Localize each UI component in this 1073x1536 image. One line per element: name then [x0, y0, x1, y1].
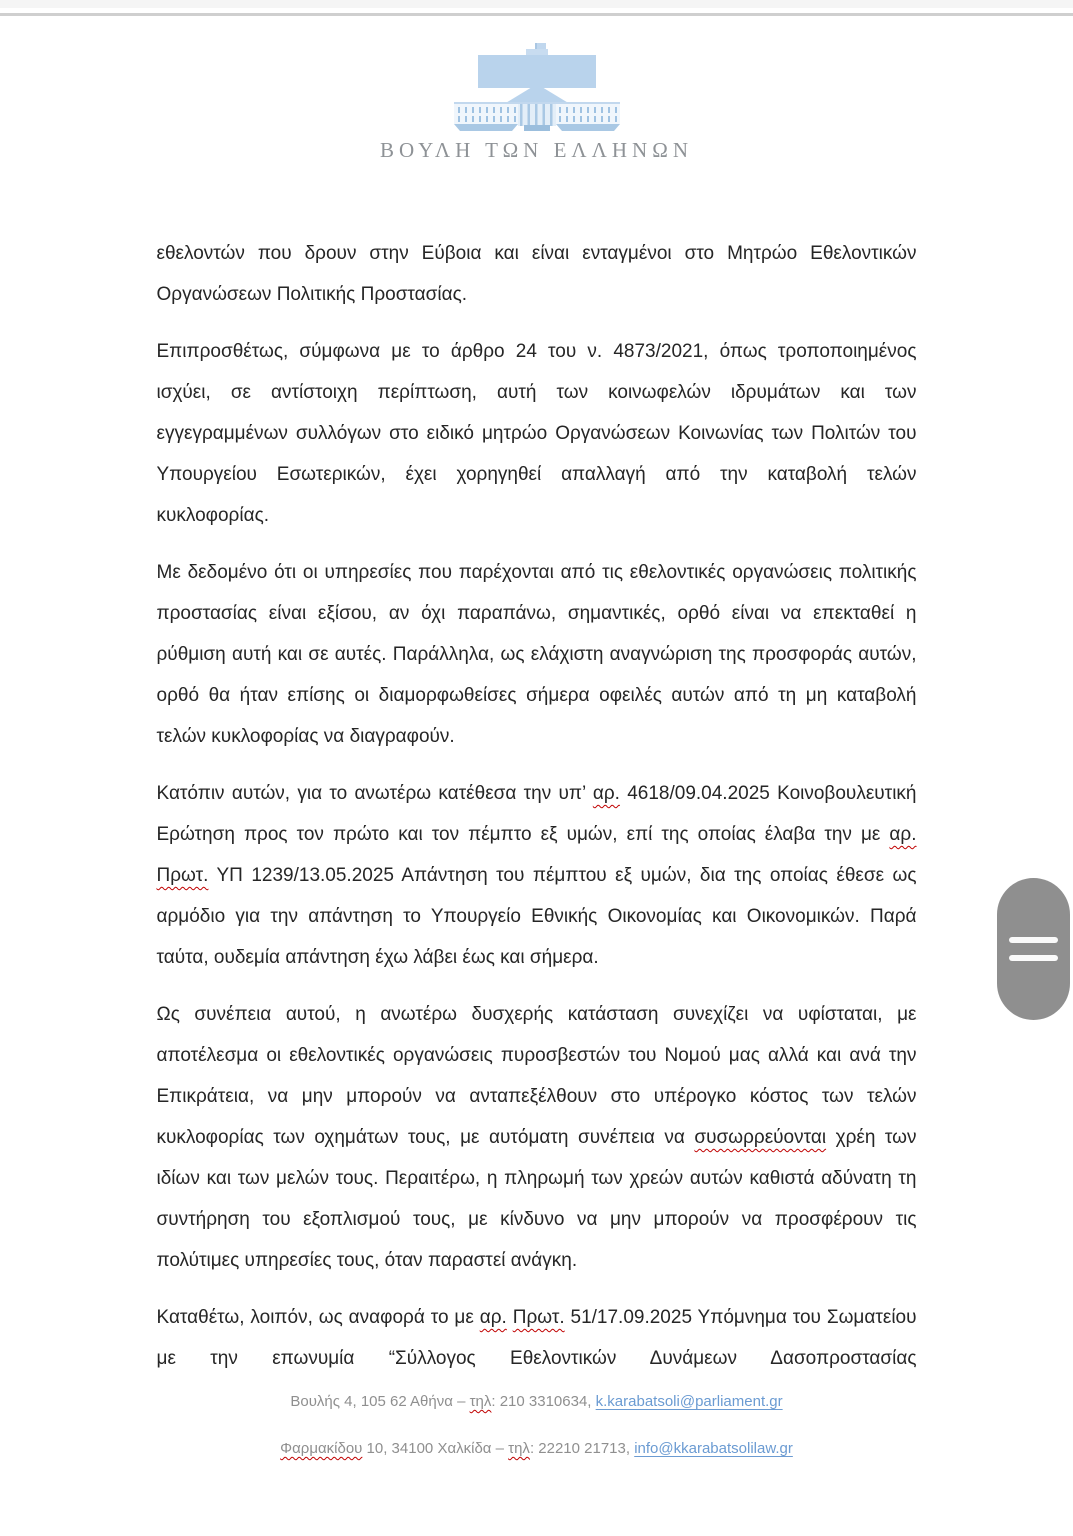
paragraph	[157, 233, 917, 315]
text-run: 10, 34100 Χαλκίδα –	[362, 1440, 509, 1457]
text-run: 51/17.09.2025 Υπόμνημα του Σωματείου με την επωνυμία “Σύλλογος Εθελοντικών Δυνάμεων Δασοπροστασίας	[156, 1307, 917, 1369]
text-run: Κατόπιν αυτών, για το ανωτέρω κατέθεσα την υπ’	[156, 783, 593, 804]
misspelled-word: τηλ	[469, 1393, 492, 1410]
footer-line	[0, 1425, 1073, 1472]
paragraph	[157, 994, 917, 1281]
page-footer	[0, 1378, 1073, 1472]
paragraph	[157, 1297, 917, 1379]
text-run: εθελοντών που δρουν στην Εύβοια και είναι ενταγμένοι στο Μητρώο Εθελοντικών Οργανώσεων Πολιτικής Προστασίας.	[156, 243, 917, 305]
paragraph	[157, 552, 917, 757]
misspelled-word: αρ.	[889, 824, 917, 845]
drag-handle-bar-icon	[1009, 937, 1058, 943]
misspelled-word: συσωρρεύονται	[694, 1127, 827, 1148]
misspelled-word: αρ.	[479, 1307, 507, 1328]
text-run: Βουλής 4, 105 62 Αθήνα –	[290, 1393, 470, 1410]
parliament-logo	[0, 42, 1073, 163]
text-run: Ως συνέπεια αυτού, η ανωτέρω δυσχερής κατάσταση συνεχίζει να υφίσταται, με αποτέλεσμα οι εθελοντικές οργανώσεις πυροσβεστών του Νομού μας αλλά και ανά την Επικράτεια, να μην μπορούν να ανταπεξέλθουν στο υπέρογκο κόστος των τελών κυκλοφορίας των οχημάτων τους, με αυτόματη συνέπεια να	[156, 1004, 917, 1148]
paragraph	[157, 331, 917, 536]
paragraph	[157, 773, 917, 978]
text-run: : 22210 21713,	[529, 1440, 635, 1457]
email-link[interactable]: info@kkarabatsolilaw.gr	[634, 1440, 793, 1457]
page-top-edge-line	[0, 13, 1073, 16]
app-top-strip	[0, 0, 1073, 8]
text-run: Με δεδομένο ότι οι υπηρεσίες που παρέχονται από τις εθελοντικές οργανώσεις πολιτικής προστασίας είναι εξίσου, αν όχι παραπάνω, σημαντικές, ορθό είναι να επεκταθεί η ρύθμιση αυτή και σε αυτές. Παράλληλα, ως ελάχιστη αναγνώριση της προσφοράς αυτών, ορθό θα ήταν επίσης οι διαμορφωθείσες σήμερα οφειλές αυτών από τη μη καταβολή τελών κυκλοφορίας να διαγραφούν.	[156, 562, 917, 747]
document-body	[157, 233, 917, 1379]
footer-line	[0, 1378, 1073, 1425]
drag-handle-bar-icon	[1009, 955, 1058, 961]
text-run: Καταθέτω, λοιπόν, ως αναφορά το με	[156, 1307, 480, 1328]
text-run: ΥΠ 1239/13.05.2025 Απάντηση του πέμπτου εξ υμών, δια της οποίας έθεσε ως αρμόδιο για την απάντηση το Υπουργείο Εθνικής Οικονομίας και Οικονομικών. Παρά ταύτα, ουδεμία απάντηση έχω λάβει έως και σήμερα.	[156, 865, 917, 968]
misspelled-word: τηλ	[508, 1440, 530, 1457]
misspelled-word: Πρωτ.	[156, 865, 209, 886]
misspelled-word: Φαρμακίδου	[280, 1440, 363, 1457]
scroll-handle[interactable]	[997, 878, 1070, 1020]
text-run: 4618/09.04.2025 Κοινοβουλευτική Ερώτηση προς τον πρώτο και τον πέμπτο εξ υμών, επί της οποίας έλαβα την με	[156, 783, 917, 845]
email-link[interactable]: k.karabatsoli@parliament.gr	[595, 1393, 783, 1410]
text-run: χρέη των ιδίων και των μελών τους. Περαιτέρω, η πληρωμή των χρεών αυτών καθιστά αδύνατη τη συντήρηση του εξοπλισμού τους, με κίνδυνο να μην μπορούν να προσφέρουν τις πολύτιμες υπηρεσίες τους, όταν παραστεί ανάγκη.	[156, 1127, 917, 1271]
hellenic-parliament-building-icon	[452, 42, 622, 134]
text-run: : 210 3310634,	[491, 1393, 596, 1410]
text-run: Επιπροσθέτως, σύμφωνα με το άρθρο 24 του ν. 4873/2021, όπως τροποποιημένος ισχύει, σε αντίστοιχη περίπτωση, αυτή των κοινωφελών ιδρυμάτων και των εγγεγραμμένων συλλόγων στο ειδικό μητρώο Οργανώσεων Κοινωνίας των Πολιτών του Υπουργείου Εσωτερικών, έχει χορηγηθεί απαλλαγή από την καταβολή τελών κυκλοφορίας.	[156, 341, 917, 526]
misspelled-word: Πρωτ.	[512, 1307, 565, 1328]
logo-title: ΒΟΥΛΗ ΤΩΝ ΕΛΛΗΝΩΝ	[380, 138, 693, 162]
misspelled-word: αρ.	[592, 783, 620, 804]
